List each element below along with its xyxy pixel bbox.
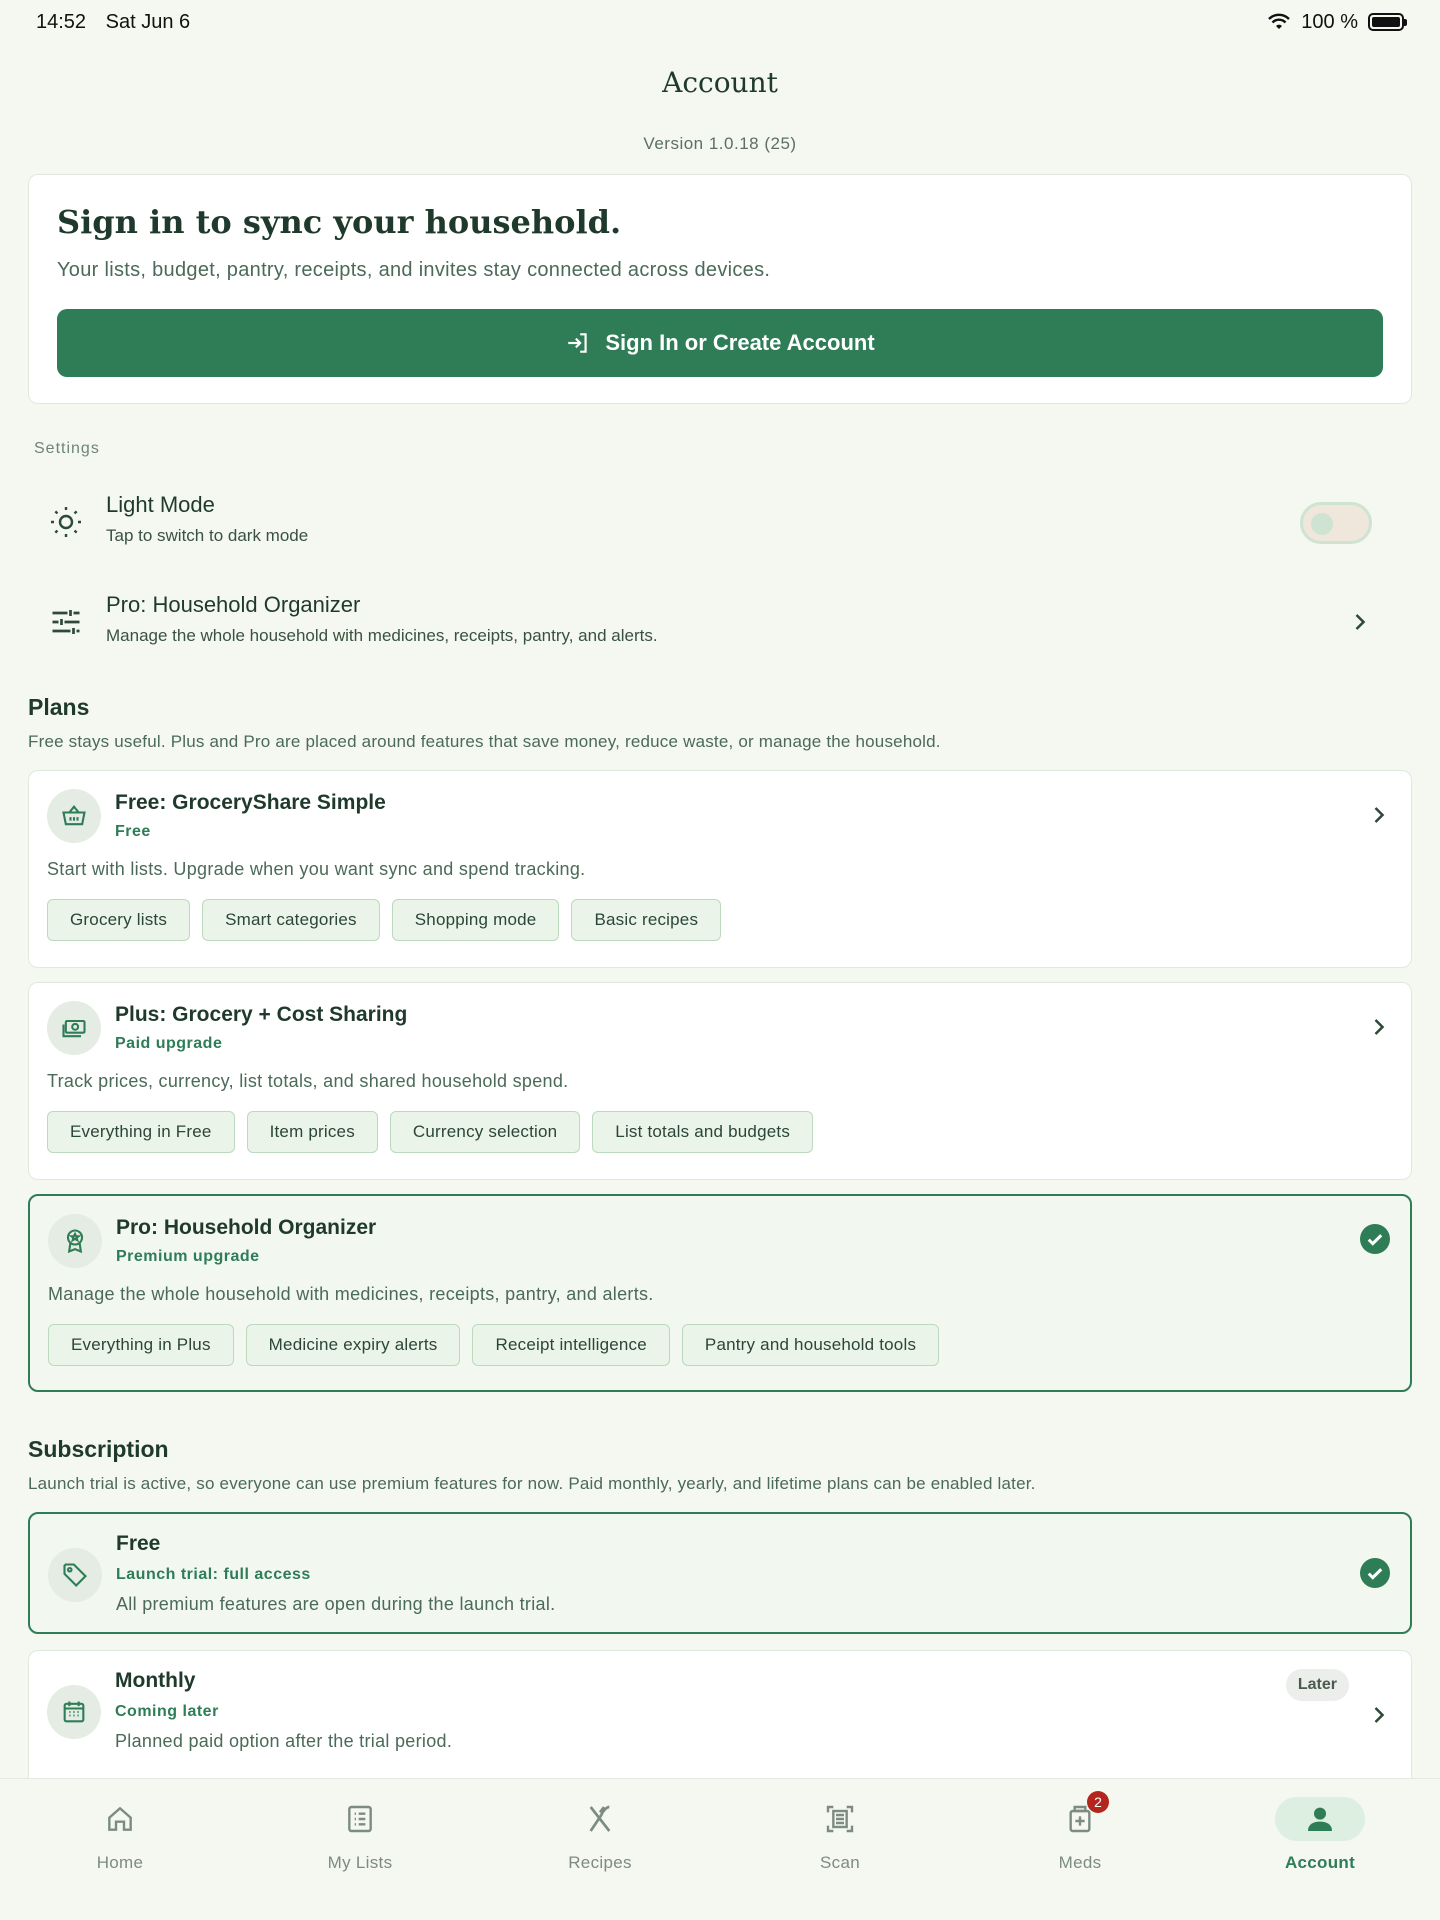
battery-icon [1368,13,1404,31]
award-icon [48,1214,102,1268]
feature-chip: Currency selection [390,1111,580,1153]
plan-feature-chips [47,1111,813,1153]
nav-scan[interactable] [720,1797,960,1897]
plan-card-plus[interactable] [28,982,1412,1180]
version-text: Version 1.0.18 (25) [643,134,797,153]
sun-icon [48,504,84,540]
plan-tier: Free [115,823,151,840]
plans-heading: Plans [28,694,90,720]
subscription-description-text: All premium features are open during the launch trial. [116,1594,556,1614]
chevron-right-icon [1365,1701,1393,1729]
light-mode-row[interactable] [28,482,1412,562]
later-badge: Later [1286,1669,1349,1701]
status-date: Sat Jun 6 [105,10,191,33]
pro-plan-title: Pro: Household Organizer [106,592,361,617]
nav-label: Recipes [568,1853,632,1872]
plan-description: Track prices, currency, list totals, and shared household spend. [47,1071,569,1091]
signin-card [28,174,1412,404]
check-circle-icon [1360,1224,1390,1254]
nav-account[interactable] [1200,1797,1440,1897]
nav-recipes[interactable] [480,1797,720,1897]
list-icon [344,1803,376,1835]
wifi-icon [1267,13,1291,31]
light-mode-subtitle: Tap to switch to dark mode [106,526,309,545]
subscription-description: Launch trial is active, so everyone can use premium features for now. Paid monthly, yearly, and lifetime plans can be enabled later. [28,1474,1036,1493]
plan-card-free[interactable] [28,770,1412,968]
nav-label: Scan [820,1853,860,1872]
home-icon [104,1803,136,1835]
feature-chip: List totals and budgets [592,1111,813,1153]
feature-chip: Receipt intelligence [472,1324,669,1366]
page-title: Account [662,66,778,99]
scan-icon [824,1803,856,1835]
subscription-tier: Coming later [115,1703,219,1720]
feature-chip: Shopping mode [392,899,560,941]
dark-mode-toggle[interactable] [1300,502,1372,544]
signin-title: Sign in to sync your household. [57,203,622,241]
nav-label: My Lists [327,1853,393,1872]
feature-chip: Medicine expiry alerts [246,1324,461,1366]
plan-title: Plus: Grocery + Cost Sharing [115,1003,408,1026]
plan-feature-chips [47,899,721,941]
chevron-right-icon [1365,801,1393,829]
plan-tier: Paid upgrade [115,1035,223,1052]
feature-chip: Smart categories [202,899,380,941]
chevron-right-icon [1346,608,1374,636]
status-bar [0,0,1440,44]
signin-subtitle: Your lists, budget, pantry, receipts, and invites stay connected across devices. [57,259,771,281]
plan-feature-chips [48,1324,939,1366]
subscription-description-text: Planned paid option after the trial period. [115,1731,453,1751]
plan-card-pro[interactable] [28,1194,1412,1392]
subscription-heading: Subscription [28,1436,169,1462]
login-icon [565,330,591,356]
meds-badge: 2 [1087,1791,1109,1813]
bottom-navigation [0,1778,1440,1920]
plans-description: Free stays useful. Plus and Pro are placed around features that save money, reduce waste, or manage the household. [28,732,941,751]
basket-icon [47,789,101,843]
nav-my-lists[interactable] [240,1797,480,1897]
nav-label: Meds [1058,1853,1102,1872]
feature-chip: Everything in Plus [48,1324,234,1366]
subscription-card-monthly[interactable] [28,1650,1412,1778]
signin-button[interactable] [57,309,1383,377]
sliders-icon [48,604,84,640]
nav-label: Home [96,1853,144,1872]
nav-meds[interactable] [960,1794,1200,1897]
plan-tier: Premium upgrade [116,1248,260,1265]
check-circle-icon [1360,1558,1390,1588]
signin-button-label: Sign In or Create Account [605,330,875,355]
feature-chip: Basic recipes [571,899,721,941]
plan-description: Start with lists. Upgrade when you want sync and spend tracking. [47,859,586,879]
subscription-tier: Launch trial: full access [116,1566,311,1583]
pro-plan-row[interactable] [28,582,1412,662]
plan-title: Free: GroceryShare Simple [115,791,386,814]
battery-percentage: 100 % [1301,10,1358,33]
subscription-card-free[interactable] [28,1512,1412,1634]
nav-label: Account [1284,1853,1356,1872]
feature-chip: Everything in Free [47,1111,235,1153]
chevron-right-icon [1365,1013,1393,1041]
settings-section-label: Settings [34,440,100,457]
plan-title: Pro: Household Organizer [116,1216,377,1239]
tag-icon [48,1548,102,1602]
cash-icon [47,1001,101,1055]
utensils-icon [584,1803,616,1835]
light-mode-title: Light Mode [106,492,215,517]
plan-description: Manage the whole household with medicines, receipts, pantry, and alerts. [48,1284,654,1304]
pro-plan-subtitle: Manage the whole household with medicines, receipts, pantry, and alerts. [106,626,658,645]
status-time: 14:52 [36,10,87,33]
feature-chip: Grocery lists [47,899,190,941]
feature-chip: Item prices [247,1111,378,1153]
calendar-icon [47,1685,101,1739]
subscription-title: Free [116,1532,161,1555]
subscription-title: Monthly [115,1669,196,1692]
nav-home[interactable] [0,1797,240,1897]
feature-chip: Pantry and household tools [682,1324,939,1366]
person-icon [1304,1803,1336,1835]
